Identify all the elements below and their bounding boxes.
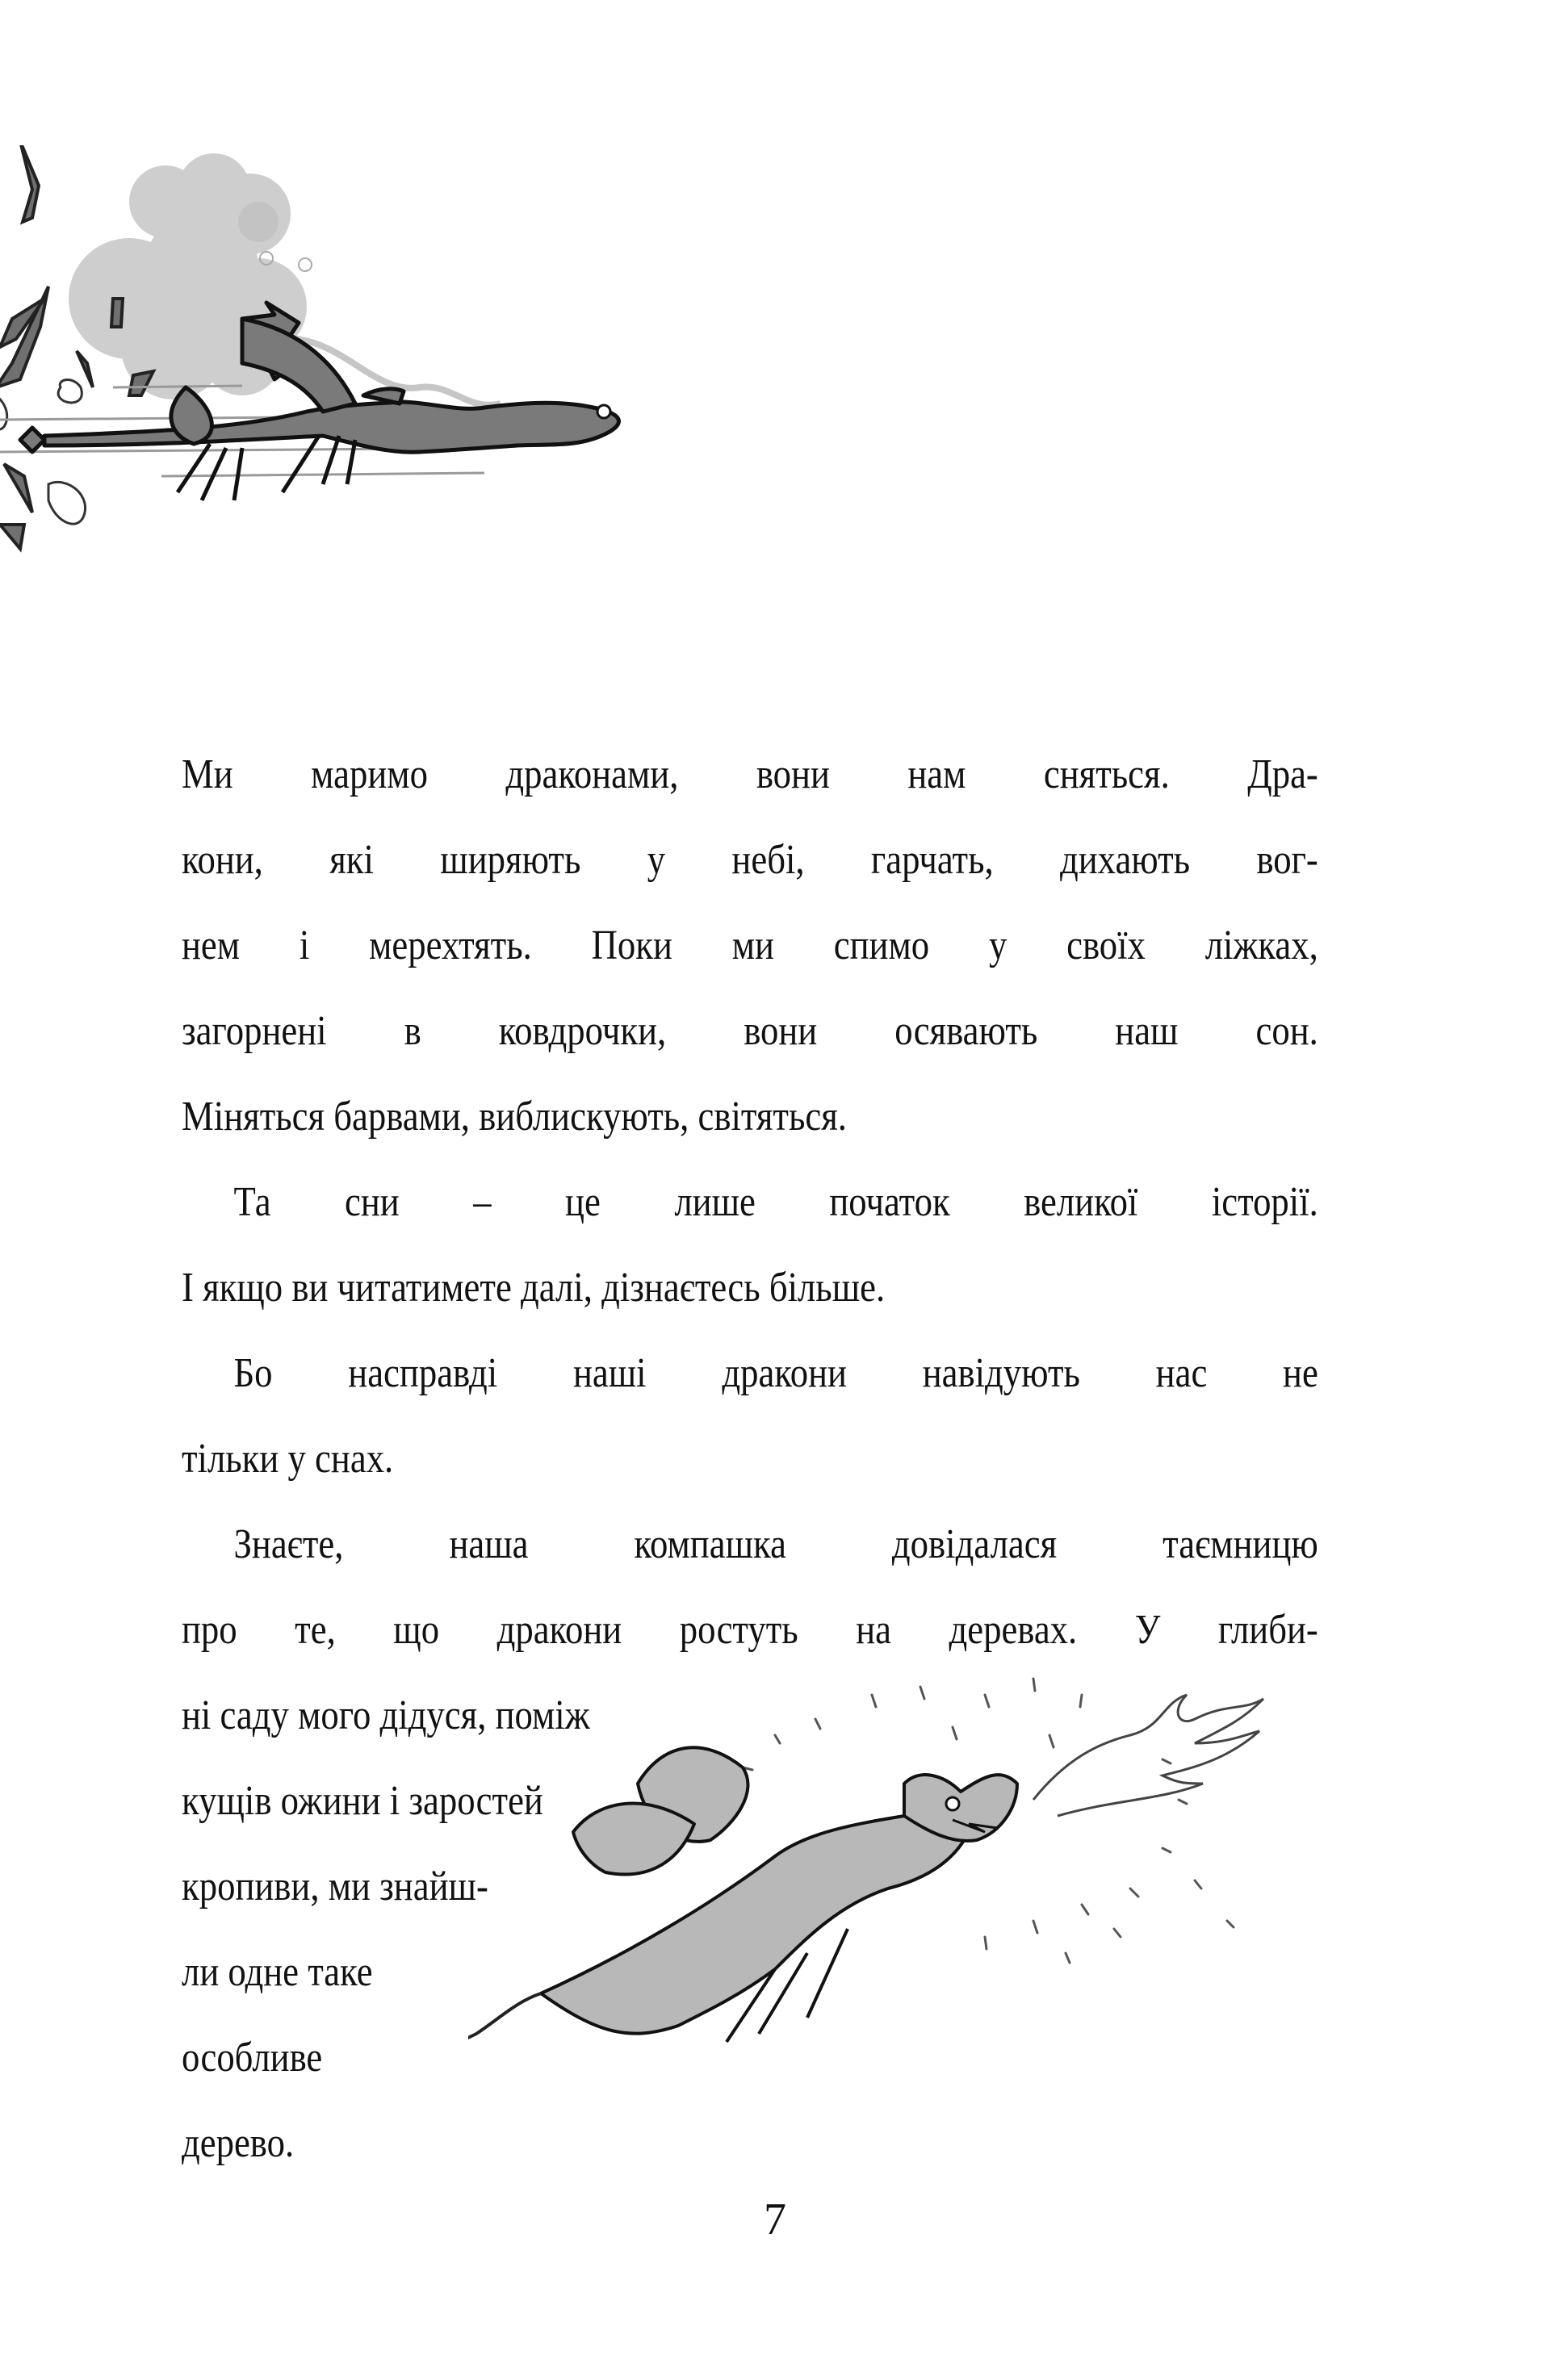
page-number: 7	[764, 2194, 786, 2244]
text-line: І якщо ви читатимете далі, дізнаєтесь більше.	[182, 1265, 886, 1311]
text-line: про те, що дракони ростуть на деревах. У глиби-	[182, 1607, 1318, 1653]
text-line: Ми маримо драконами, вони нам сняться. Дра-	[182, 751, 1318, 797]
text-line: особливе	[182, 2035, 323, 2081]
fire-breathing-dragon-illustration	[468, 1663, 1518, 2098]
text-line: загорнені в ковдрочки, вони осявають наш сон.	[182, 1008, 1318, 1054]
dragon-body-icon	[541, 1747, 1017, 2042]
dragon-eye-icon	[597, 405, 610, 418]
text-line: дерево.	[182, 2120, 295, 2166]
text-line: Знаєте, наша компашка довідалася таємницю	[233, 1521, 1318, 1567]
text-line: нем і мерехтять. Поки ми спимо у своїх ліжках,	[182, 922, 1318, 968]
text-line: Та сни – це лише початок великої історії.	[233, 1179, 1318, 1225]
flying-dragon-illustration	[0, 145, 1259, 726]
text-line: кущів ожини і заростей	[182, 1778, 543, 1824]
dragon-tail-icon	[468, 1993, 541, 2042]
text-line: ні саду мого дідуся, поміж	[182, 1692, 590, 1738]
text-line: кони, які ширяють у небі, гарчать, дихають вог-	[182, 837, 1318, 883]
text-line: тільки у снах.	[182, 1436, 394, 1482]
text-line: Бо насправді наші дракони навідують нас не	[233, 1350, 1318, 1396]
dragon-eye-icon	[946, 1797, 959, 1810]
text-line: ли одне таке	[182, 1949, 373, 1995]
flame-icon	[1033, 1695, 1263, 1816]
text-line: Міняться барвами, виблискують, світяться.	[182, 1094, 847, 1140]
text-line: кропиви, ми знайш-	[182, 1863, 488, 1909]
